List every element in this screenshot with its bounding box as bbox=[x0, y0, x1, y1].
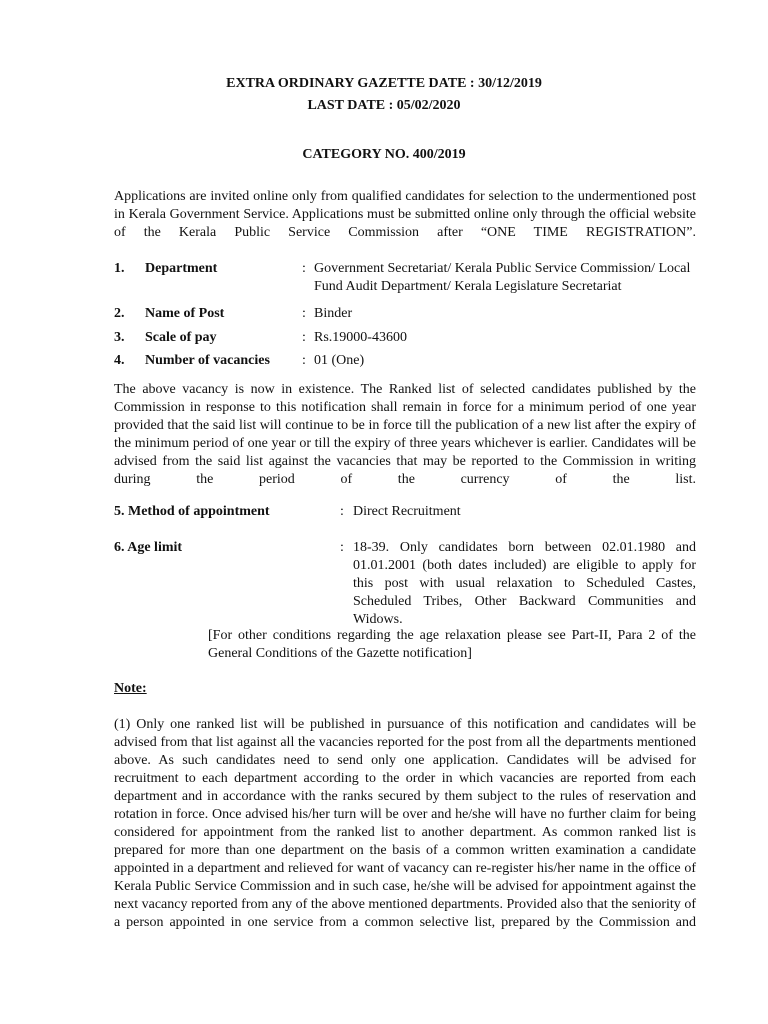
item-label: Number of vacancies bbox=[145, 353, 270, 368]
age-colon: : bbox=[340, 540, 344, 555]
item-number: 4. bbox=[114, 353, 125, 368]
item-number: 3. bbox=[114, 330, 125, 345]
item-value: Government Secretariat/ Kerala Public Service Commission/ Local Fund Audit Department/ Kerala Legislature Secretariat bbox=[314, 261, 691, 294]
item-colon: : bbox=[302, 261, 306, 276]
intro-paragraph: Applications are invited online only from qualified candidates for selection to the undermentioned post in Kerala Government Service. Applications must be submitted online only through the official website of the Kerala Public Service Commission after “ONE TIME REGISTRATION”. bbox=[114, 189, 696, 240]
gazette-date-heading: EXTRA ORDINARY GAZETTE DATE : 30/12/2019 bbox=[226, 76, 542, 91]
vacancy-paragraph: The above vacancy is now in existence. The Ranked list of selected candidates published by the Commission in response to this notification shall remain in force for a minimum period of one year provided that the said list will continue to be in force till the publication of a new list after the expiry of the minimum period of one year or till the expiry of three years whichever is earlier. Candidates will be advised from the said list against the vacancies that may be reported to the Commission in writing during the period of the currency of the list. bbox=[114, 382, 696, 487]
age-label: 6. Age limit bbox=[114, 540, 183, 555]
method-label: 5. Method of appointment bbox=[114, 504, 270, 519]
item-value: Rs.19000-43600 bbox=[314, 330, 407, 345]
age-value: 18-39. Only candidates born between 02.01.1980 and 01.01.2001 (both dates included) are eligible to apply for this post with usual relaxation to Scheduled Castes, Scheduled Tribes, Other Backward Communities and Widows. bbox=[353, 540, 696, 627]
item-number: 1. bbox=[114, 261, 125, 276]
item-colon: : bbox=[302, 330, 306, 345]
item-label: Department bbox=[145, 261, 218, 276]
note-heading: Note: bbox=[114, 681, 147, 696]
item-colon: : bbox=[302, 353, 306, 368]
item-number: 2. bbox=[114, 306, 125, 321]
item-label: Name of Post bbox=[145, 306, 225, 321]
method-value: Direct Recruitment bbox=[353, 504, 461, 519]
last-date-heading: LAST DATE : 05/02/2020 bbox=[307, 98, 461, 113]
note-paragraph: (1) Only one ranked list will be published in pursuance of this notification and candidates will be advised from that list against all the vacancies reported for the post from all the departments mentioned above. As such candidates need to send only one application. Candidates will be advised for recruitment to each department according to the order in which vacancies are reported from each department and in accordance with the ranks secured by them subject to the rules of reservation and rotation in force. Once advised his/her turn will be over and he/she will have no further claim for being considered for appointment from the ranked list to another department. As common ranked list is prepared for more than one department on the basis of a common written examination a candidate appointed in a department and relieved for want of vacancy can re-register his/her name in the office of Kerala Public Service Commission and in such case, he/she will be advised for appointment against the next vacancy reported from any of the above mentioned departments. Provided also that the seniority of a person appointed in one service from a common selective list, prepared by the Commission and bbox=[114, 717, 696, 930]
item-value: 01 (One) bbox=[314, 353, 365, 368]
item-value: Binder bbox=[314, 306, 353, 321]
age-relaxation-note: [For other conditions regarding the age relaxation please see Part-II, Para 2 of the General Conditions of the Gazette notification] bbox=[208, 628, 696, 661]
item-label: Scale of pay bbox=[145, 330, 217, 345]
category-heading: CATEGORY NO. 400/2019 bbox=[302, 147, 466, 162]
item-colon: : bbox=[302, 306, 306, 321]
method-colon: : bbox=[340, 504, 344, 519]
